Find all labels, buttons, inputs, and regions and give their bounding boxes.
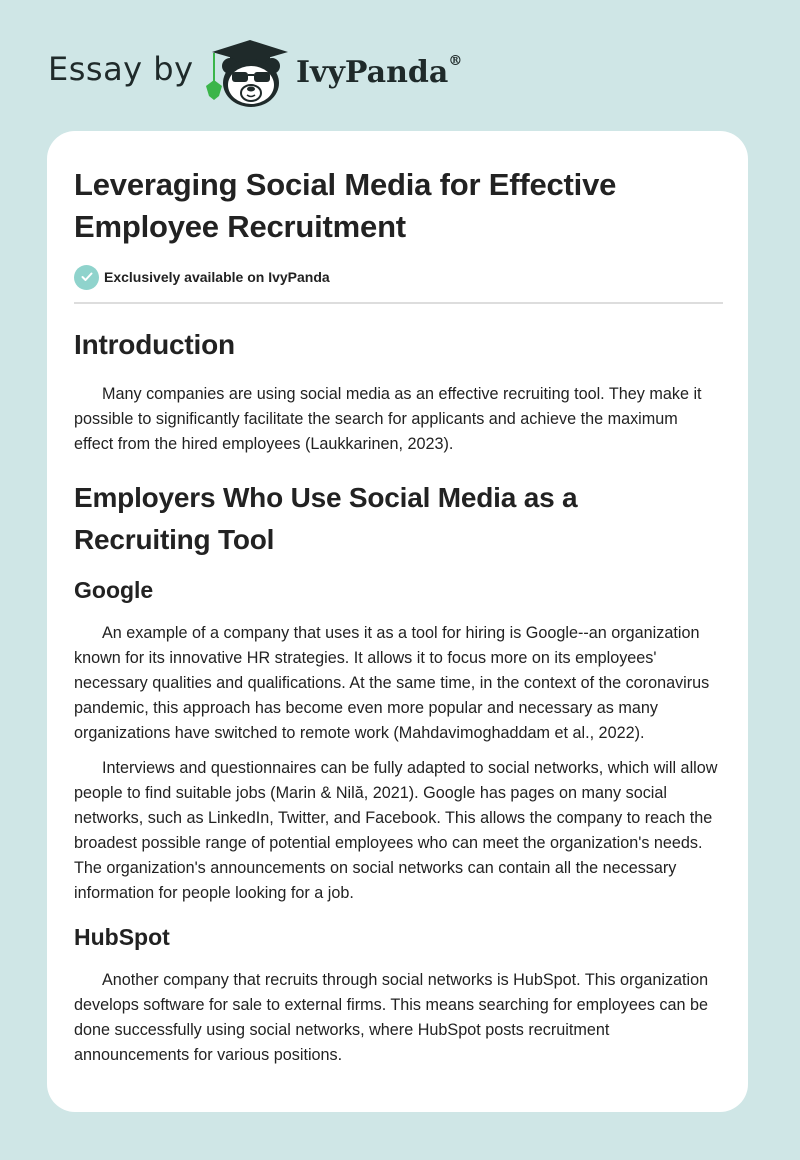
essay-title: Leveraging Social Media for Effective Employee Recruitment — [74, 167, 617, 244]
ivypanda-brand-name[interactable] — [296, 55, 462, 90]
registered-mark: ® — [448, 53, 463, 69]
exclusive-badge-text: Exclusively available on IvyPanda — [104, 269, 330, 285]
paragraph: Another company that recruits through social networks is HubSpot. This organization develops software for sale to external firms. This means searching for employees can be done successfully using social networks, where HubSpot posts recruitment announcements for various positions. — [74, 971, 709, 1064]
site-header — [0, 0, 800, 130]
paragraph: Many companies are using social media as an effective recruiting tool. They make it possible to significantly facilitate the search for applicants and achieve the maximum effect from the hired employees (Laukkarinen, 2023). — [74, 385, 702, 453]
check-circle-icon — [74, 265, 99, 290]
subsection-heading-google: Google — [74, 577, 154, 603]
exclusive-badge — [74, 264, 721, 290]
brand-text: IvyPanda — [296, 55, 449, 90]
paragraph: An example of a company that uses it as a tool for hiring is Google--an organization known for its innovative HR strategies. It allows it to focus more on its employees' necessary qualities and qualifications. At the same time, in the context of the coronavirus pandemic, this approach has become even more popular and necessary as many organizations have switched to remote work (Mahdavimoghaddam et al., 2022). — [74, 624, 710, 742]
paragraph: Interviews and questionnaires can be fully adapted to social networks, which will allow people to find suitable jobs (Marin & Nilă, 2021). Google has pages on many social networks, such as LinkedIn, Twitter, and Facebook. This allows the company to reach the broadest possible range of potential employees who can meet the organization's needs. The organization's announcements on social networks can contain all the necessary information for people looking for a job. — [74, 759, 718, 902]
title-divider — [74, 302, 723, 304]
section-heading-introduction: Introduction — [74, 329, 235, 360]
essay-card — [47, 131, 748, 1112]
subsection-heading-hubspot: HubSpot — [74, 924, 170, 950]
essay-by-label: Essay by — [48, 50, 194, 88]
ivypanda-panda-logo-icon[interactable] — [202, 36, 294, 108]
section-heading-employers: Employers Who Use Social Media as a Recruiting Tool — [74, 482, 578, 555]
